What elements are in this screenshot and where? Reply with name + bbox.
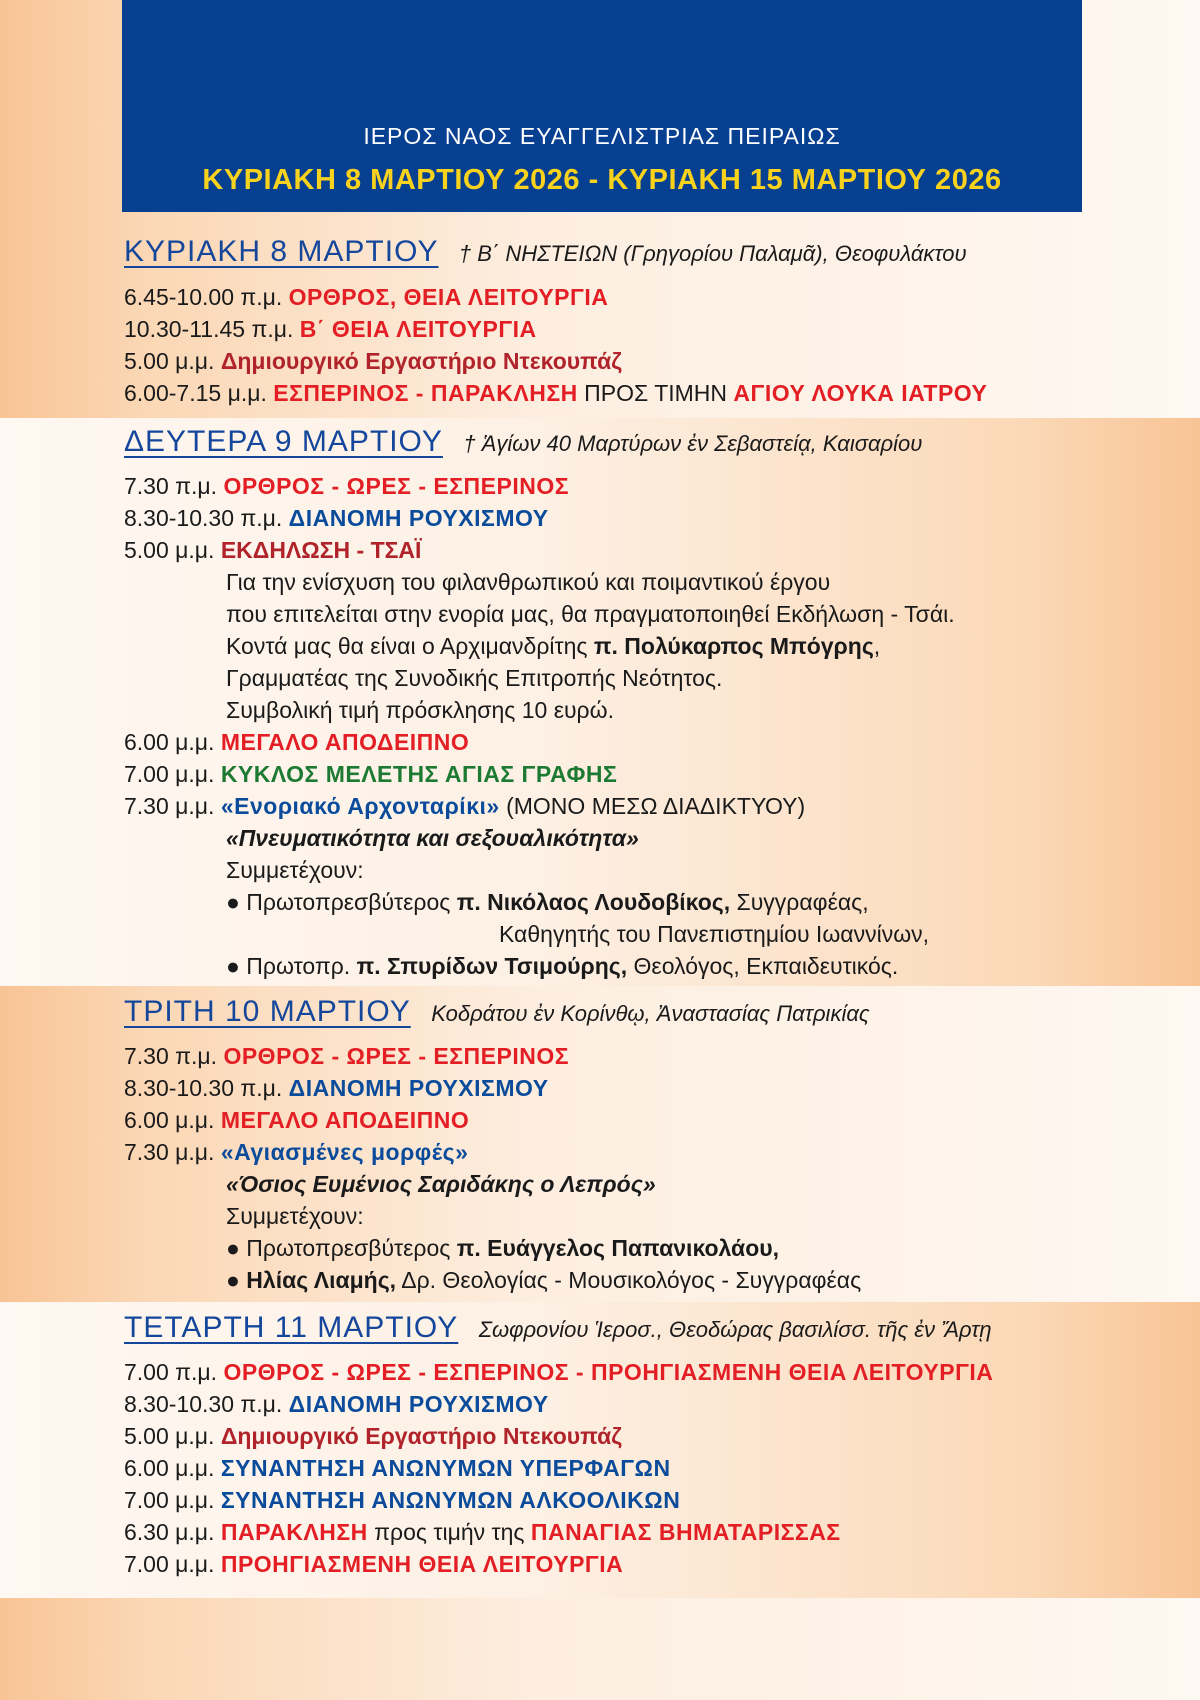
event-name: ΣΥΝΑΝΤΗΣΗ ΑΝΩΝΥΜΩΝ ΥΠΕΡΦΑΓΩΝ xyxy=(220,1455,671,1481)
participant-title: ● xyxy=(226,1267,240,1293)
event-name: ΟΡΘΡΟΣ - ΩΡΕΣ - ΕΣΠΕΡΙΝΟΣ - ΠΡΟΗΓΙΑΣΜΕΝΗ ΘΕΙΑ ΛΕΙΤΟΥΡΓΙΑ xyxy=(223,1359,994,1385)
event-time: 7.30 π.μ. xyxy=(124,473,218,499)
schedule-line xyxy=(124,727,469,757)
schedule-line xyxy=(124,1453,671,1483)
schedule-line xyxy=(124,1073,549,1103)
event-name-2: ΑΓΙΟΥ ΛΟΥΚΑ ΙΑΤΡΟΥ xyxy=(733,380,988,406)
participant-title: ● Πρωτοπρεσβύτερος xyxy=(226,889,451,915)
event-time: 5.00 μ.μ. xyxy=(124,1423,215,1449)
day-feast: † Β΄ ΝΗΣΤΕΙΩΝ (Γρηγορίου Παλαμᾶ), Θεοφυλάκτου xyxy=(458,241,967,266)
event-name: ΣΥΝΑΝΤΗΣΗ ΑΝΩΝΥΜΩΝ ΑΛΚΟΟΛΙΚΩΝ xyxy=(220,1487,681,1513)
event-time: 8.30-10.30 π.μ. xyxy=(124,505,283,531)
event-time: 7.00 π.μ. xyxy=(124,1359,218,1385)
event-time: 6.00 μ.μ. xyxy=(124,729,215,755)
participant xyxy=(226,887,869,917)
day-feast: † Ἁγίων 40 Μαρτύρων ἐν Σεβαστείᾳ, Καισαρίου xyxy=(463,431,923,456)
event-name: ΟΡΘΡΟΣ - ΩΡΕΣ - ΕΣΠΕΡΙΝΟΣ xyxy=(223,473,570,499)
event-name: ΠΡΟΗΓΙΑΣΜΕΝΗ ΘΕΙΑ ΛΕΙΤΟΥΡΓΙΑ xyxy=(220,1551,624,1577)
schedule-line xyxy=(124,1485,680,1515)
event-time: 5.00 μ.μ. xyxy=(124,348,215,374)
schedule-line xyxy=(124,1517,841,1547)
participants-label: Συμμετέχουν: xyxy=(226,857,364,883)
schedule-line xyxy=(124,471,569,501)
section-bg-bottom xyxy=(0,1598,1200,1700)
event-description: που επιτελείται στην ενορία μας, θα πραγματοποιηθεί Εκδήλωση - Τσάι. xyxy=(226,601,955,627)
event-time: 7.30 μ.μ. xyxy=(124,1139,215,1165)
guest-name: π. Πολύκαρπος Μπόγρης xyxy=(593,633,874,659)
day-heading-monday xyxy=(124,425,922,459)
event-name: ΚΥΚΛΟΣ ΜΕΛΕΤΗΣ ΑΓΙΑΣ ΓΡΑΦΗΣ xyxy=(220,761,618,787)
event-time: 8.30-10.30 π.μ. xyxy=(124,1391,283,1417)
event-name: ΔΙΑΝΟΜΗ ΡΟΥΧΙΣΜΟΥ xyxy=(288,505,549,531)
event-name: Β΄ ΘΕΙΑ ΛΕΙΤΟΥΡΓΙΑ xyxy=(299,316,537,342)
participant xyxy=(226,1233,779,1263)
event-time: 6.30 μ.μ. xyxy=(124,1519,215,1545)
event-name: ΜΕΓΑΛΟ ΑΠΟΔΕΙΠΝΟ xyxy=(220,729,470,755)
schedule-line xyxy=(124,1421,622,1451)
participant-role: Θεολόγος, Εκπαιδευτικός. xyxy=(633,953,899,979)
event-middle: ΠΡΟΣ ΤΙΜΗΝ xyxy=(584,380,728,406)
participant-name: π. Σπυρίδων Τσιμούρης, xyxy=(356,953,628,979)
event-name: Δημιουργικό Εργαστήριο Ντεκουπάζ xyxy=(220,348,622,374)
schedule-line xyxy=(124,503,549,533)
date-range: ΚΥΡΙΑΚΗ 8 ΜΑΡΤΙΟΥ 2026 - ΚΥΡΙΑΚΗ 15 ΜΑΡΤΙΟΥ 2026 xyxy=(202,164,1002,196)
event-name: ΜΕΓΑΛΟ ΑΠΟΔΕΙΠΝΟ xyxy=(220,1107,470,1133)
schedule-line xyxy=(124,378,987,408)
participant-name: π. Ευάγγελος Παπανικολάου, xyxy=(456,1235,780,1261)
day-heading-wednesday xyxy=(124,1311,992,1345)
event-name: ΟΡΘΡΟΣ, ΘΕΙΑ ΛΕΙΤΟΥΡΓΙΑ xyxy=(288,284,609,310)
event-time: 7.30 π.μ. xyxy=(124,1043,218,1069)
day-title: ΤΡΙΤΗ 10 ΜΑΡΤΙΟΥ xyxy=(124,995,411,1028)
participant-role-cont: Καθηγητής του Πανεπιστημίου Ιωαννίνων, xyxy=(499,921,930,947)
day-heading-tuesday xyxy=(124,995,870,1029)
event-note: (ΜΟΝΟ ΜΕΣΩ ΔΙΑΔΙΚΤΥΟΥ) xyxy=(506,793,806,819)
event-time: 6.00 μ.μ. xyxy=(124,1107,215,1133)
church-name: ΙΕΡΟΣ ΝΑΟΣ ΕΥΑΓΓΕΛΙΣΤΡΙΑΣ ΠΕΙΡΑΙΩΣ xyxy=(363,123,841,149)
event-name: ΔΙΑΝΟΜΗ ΡΟΥΧΙΣΜΟΥ xyxy=(288,1391,549,1417)
schedule-line xyxy=(124,1105,469,1135)
event-name: ΠΑΡΑΚΛΗΣΗ xyxy=(220,1519,368,1545)
event-time: 7.00 μ.μ. xyxy=(124,761,215,787)
event-name: ΕΣΠΕΡΙΝΟΣ - ΠΑΡΑΚΛΗΣΗ xyxy=(273,380,578,406)
event-time: 8.30-10.30 π.μ. xyxy=(124,1075,283,1101)
participant-name: π. Νικόλαος Λουδοβίκος, xyxy=(456,889,731,915)
event-name: «Ενοριακό Αρχονταρίκι» xyxy=(220,793,500,819)
schedule-line xyxy=(124,282,608,312)
event-name-2: ΠΑΝΑΓΙΑΣ ΒΗΜΑΤΑΡΙΣΣΑΣ xyxy=(530,1519,841,1545)
day-title: ΤΕΤΑΡΤΗ 11 ΜΑΡΤΙΟΥ xyxy=(124,1311,459,1344)
event-time: 7.30 μ.μ. xyxy=(124,793,215,819)
schedule-line xyxy=(124,346,622,376)
description-text: Κοντά μας θα είναι ο Αρχιμανδρίτης xyxy=(226,633,588,659)
day-title: ΔΕΥΤΕΡΑ 9 ΜΑΡΤΙΟΥ xyxy=(124,425,443,458)
participant xyxy=(226,951,898,981)
event-description: Για την ενίσχυση του φιλανθρωπικού και ποιμαντικού έργου xyxy=(226,569,831,595)
event-name: ΟΡΘΡΟΣ - ΩΡΕΣ - ΕΣΠΕΡΙΝΟΣ xyxy=(223,1043,570,1069)
schedule-line xyxy=(124,759,617,789)
participant-role: Δρ. Θεολογίας - Μουσικολόγος - Συγγραφέας xyxy=(401,1267,862,1293)
event-time: 5.00 μ.μ. xyxy=(124,537,215,563)
schedule-line xyxy=(124,1357,993,1387)
schedule-line xyxy=(124,1549,623,1579)
event-name: ΔΙΑΝΟΜΗ ΡΟΥΧΙΣΜΟΥ xyxy=(288,1075,549,1101)
description-punct: , xyxy=(873,633,881,659)
event-time: 6.45-10.00 π.μ. xyxy=(124,284,283,310)
day-feast: Κοδράτου ἐν Κορίνθῳ, Ἀναστασίας Πατρικίας xyxy=(431,1001,870,1026)
day-title: ΚΥΡΙΑΚΗ 8 ΜΑΡΤΙΟΥ xyxy=(124,235,439,268)
event-description: Γραμματέας της Συνοδικής Επιτροπής Νεότητος. xyxy=(226,665,723,691)
schedule-line xyxy=(124,1041,569,1071)
event-description xyxy=(226,631,880,661)
event-middle: προς τιμήν της xyxy=(374,1519,525,1545)
event-time: 6.00-7.15 μ.μ. xyxy=(124,380,267,406)
day-heading-sunday xyxy=(124,235,967,269)
event-name: Δημιουργικό Εργαστήριο Ντεκουπάζ xyxy=(220,1423,622,1449)
event-time: 7.00 μ.μ. xyxy=(124,1487,215,1513)
participant xyxy=(226,1265,861,1295)
schedule-line xyxy=(124,1137,468,1167)
event-time: 7.00 μ.μ. xyxy=(124,1551,215,1577)
event-topic: «Όσιος Ευμένιος Σαριδάκης ο Λεπρός» xyxy=(226,1171,656,1197)
event-description: Συμβολική τιμή πρόσκλησης 10 ευρώ. xyxy=(226,697,614,723)
participants-label: Συμμετέχουν: xyxy=(226,1203,364,1229)
event-time: 6.00 μ.μ. xyxy=(124,1455,215,1481)
event-name: ΕΚΔΗΛΩΣΗ - ΤΣΑΪ xyxy=(220,537,422,563)
participant-title: ● Πρωτοπρεσβύτερος xyxy=(226,1235,451,1261)
header-band xyxy=(122,0,1082,212)
event-time: 10.30-11.45 π.μ. xyxy=(124,316,294,342)
schedule-line xyxy=(124,791,805,821)
event-topic: «Πνευματικότητα και σεξουαλικότητα» xyxy=(226,825,639,851)
event-name: «Αγιασμένες μορφές» xyxy=(220,1139,469,1165)
schedule-line xyxy=(124,1389,549,1419)
participant-title: ● Πρωτοπρ. xyxy=(226,953,351,979)
participant-name: Ηλίας Λιαμής, xyxy=(246,1267,397,1293)
day-feast: Σωφρονίου Ἱεροσ., Θεοδώρας βασιλίσσ. τῆς ἐν Ἄρτῃ xyxy=(478,1317,992,1342)
schedule-line xyxy=(124,314,537,344)
participant-role: Συγγραφέας, xyxy=(736,889,869,915)
schedule-line xyxy=(124,535,421,565)
